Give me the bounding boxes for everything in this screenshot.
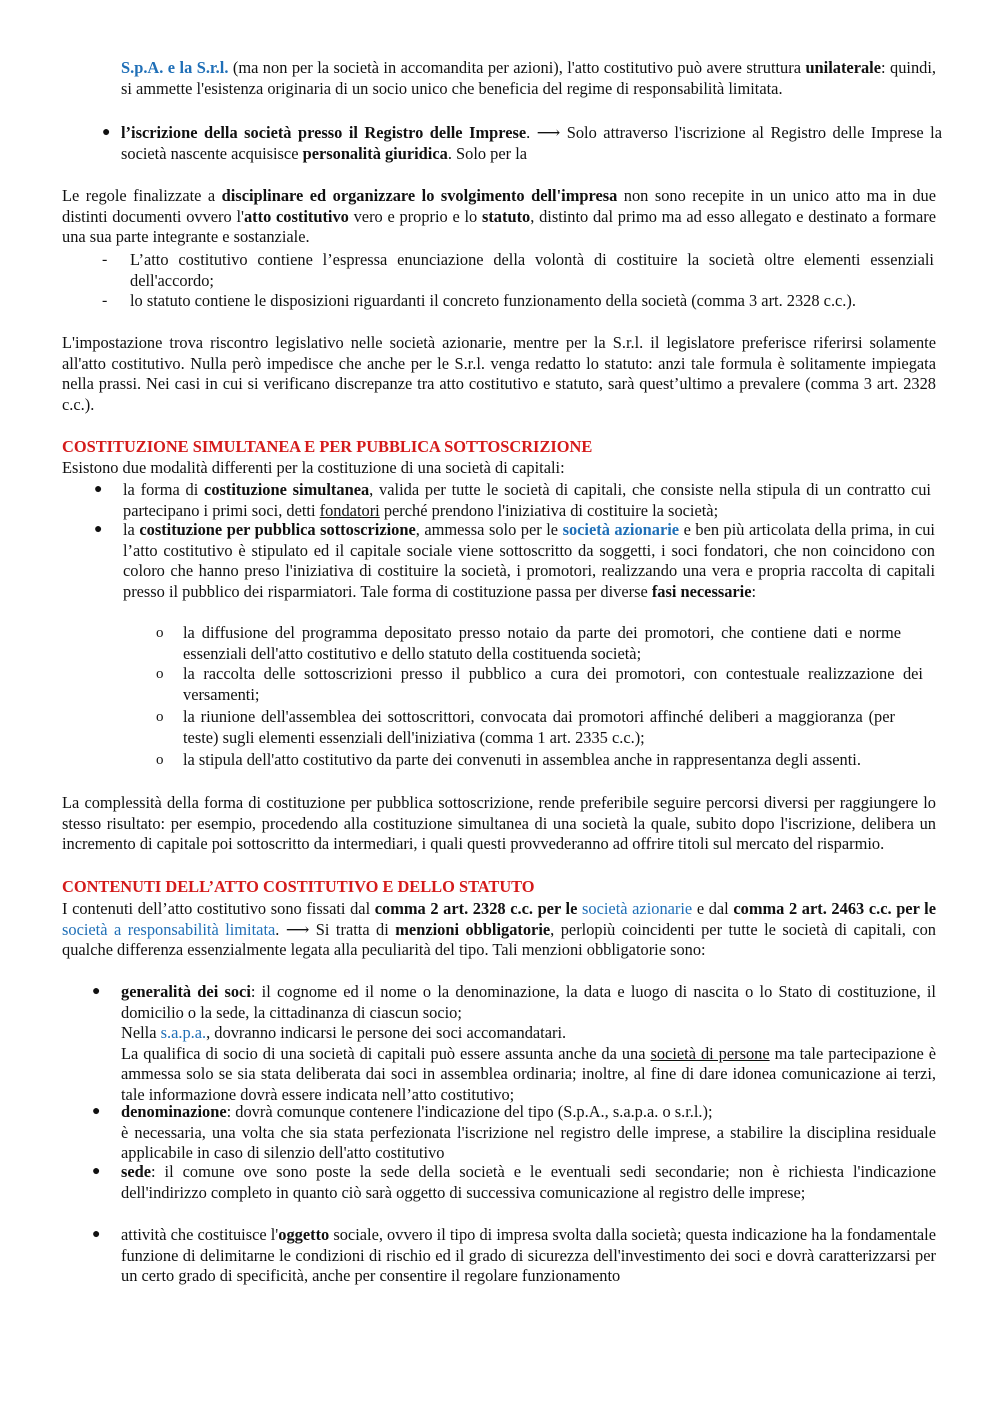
bold-text: statuto xyxy=(481,206,531,226)
underlined-text: società di persone xyxy=(650,1043,770,1063)
paragraph-complessita: La complessità della forma di costituzione per pubblica sottoscrizione, rende preferibile seguire percorsi diversi per raggiungere lo stesso risultato: per esempio, procedendo alla costituzione simultanea di una società la quale, subito dopo l'iscrizione, delibera un incremento di capitale poi sottoscritto da intermediari, i quali questi provvederanno ad offrire titoli sul mercato del risparmio. xyxy=(62,793,936,853)
text: : dovrà comunque contenere l'indicazione del tipo (S.p.A., s.a.p.a. o s.r.l.); xyxy=(226,1102,713,1121)
text: : xyxy=(751,581,757,601)
bullet-icon: ● xyxy=(94,482,103,497)
paragraph-regole xyxy=(62,186,936,248)
bold-text: sede xyxy=(121,1162,152,1181)
text: la xyxy=(123,520,140,539)
text: la forma di xyxy=(123,480,205,499)
bold-text: disciplinare ed organizzare lo svolgimento dell'impresa xyxy=(221,186,618,205)
generalita-text xyxy=(121,982,936,1023)
paragraph-impostazione: L'impostazione trova riscontro legislativo nelle società azionarie, mentre per la S.r.l. il legislatore preferisce riferirsi solamente all'atto costitutivo. Nulla però impedisce che anche per le S.r.l. venga redatto lo statuto: anzi tale formula è solitamente impiegata nella prassi. Nei casi in cui si verificano discrepanze tra atto costitutivo e statuto, sarà quest’ultimo a prevalere (comma 3 art. 2328 c.c.). xyxy=(62,333,936,414)
text: . Solo per la xyxy=(447,143,528,163)
text: perché prendono l'iniziativa di costituire la società; xyxy=(379,500,719,520)
bullet-oggetto-sociale xyxy=(121,1225,936,1287)
underlined-text: fondatori xyxy=(319,500,380,520)
circle-bullet-icon: o xyxy=(156,666,164,682)
bold-text: oggetto xyxy=(278,1225,330,1244)
dash-item-statuto: lo statuto contiene le disposizioni riguardanti il concreto funzionamento della società (comma 3 art. 2328 c.c.). xyxy=(130,291,856,310)
bold-text: comma 2 art. 2463 c.c. per le xyxy=(733,899,937,918)
blue-term: società azionarie xyxy=(562,520,680,539)
text: attività che costituisce l' xyxy=(121,1225,279,1244)
text: non sono recepite in un unico atto ma in due distinti documenti ovvero l' xyxy=(62,186,936,226)
bold-text: fasi necessarie xyxy=(651,581,752,601)
circle-bullet-icon: o xyxy=(156,625,164,641)
text: (ma non per la società in accomandita per azioni), l'atto costitutivo può avere struttura xyxy=(228,58,806,77)
text: sociale, ovvero il tipo di impresa svolta dalla società; questa indicazione ha la fondamentale funzione di delimitarne le condizioni di rischio ed il grado di sicurezza dell'investimento dei soci e dovrà caratterizzarsi per un certo grado di specificità, anche per consentire il regolare funzionamento xyxy=(121,1225,937,1285)
bullet-icon: ● xyxy=(94,522,103,537)
bullet-costituzione-simultanea xyxy=(123,480,931,521)
bold-text: costituzione simultanea xyxy=(204,480,370,499)
dash-item-atto: L’atto costitutivo contiene l’espressa enunciazione della volontà di costituire la società oltre elementi essenziali dell'accordo; xyxy=(130,250,934,290)
text: , distinto dal primo ma ad esso allegato e destinato a formare una sua parte integrante e sostanziale. xyxy=(62,206,936,246)
text: . ⟶ Solo attraverso l'iscrizione al Registro delle Imprese la società nascente acquisisce xyxy=(121,123,942,163)
bold-text: costituzione per pubblica sottoscrizione xyxy=(139,520,416,539)
qualifica-socio-note xyxy=(121,1044,936,1106)
text: Nella xyxy=(121,1023,161,1042)
spa-srl-term: S.p.A. e la S.r.l. xyxy=(121,58,229,77)
text: . ⟶ Si tratta di xyxy=(275,919,396,939)
sub-item-diffusione: la diffusione del programma depositato presso notaio da parte dei promotori, che contiene dati e norme essenziali dell'atto costitutivo e dello statuto della costituenda società; xyxy=(183,623,901,663)
text: , perlopiù coincidenti per tutte le società di capitali, con qualche differenza essenzialmente legata alla peculiarità del tipo. Tali menzioni obbligatorie sono: xyxy=(62,919,937,959)
heading-costituzione: COSTITUZIONE SIMULTANEA E PER PUBBLICA SOTTOSCRIZIONE xyxy=(62,437,593,456)
bold-text: l’iscrizione della società presso il Registro delle Imprese xyxy=(121,123,527,142)
text: e dal xyxy=(692,899,734,918)
bold-text: menzioni obbligatorie xyxy=(395,919,551,939)
denominazione-text xyxy=(121,1102,936,1123)
continued-paragraph xyxy=(121,58,936,99)
bullet-icon: ● xyxy=(92,1164,101,1179)
text: I contenuti dell’atto costitutivo sono fissati dal xyxy=(62,899,375,918)
text: : quindi, si ammette l'esistenza originaria di un socio unico che beneficia del regime di responsabilità limitata. xyxy=(121,58,936,98)
bullet-icon: ● xyxy=(92,1227,101,1242)
text: : il comune ove sono poste la sede della società e le eventuali sedi secondarie; non è richiesta l'indicazione dell'indirizzo completo in quanto ciò sarà oggetto di successiva comunicazione al registro delle imprese; xyxy=(121,1162,936,1202)
bullet-denominazione xyxy=(121,1102,936,1164)
heading-contenuti: CONTENUTI DELL’ATTO COSTITUTIVO E DELLO STATUTO xyxy=(62,877,535,896)
sub-item-stipula: la stipula dell'atto costitutivo da parte dei convenuti in assemblea anche in rappresentanza degli assenti. xyxy=(183,750,861,769)
denominazione-note: è necessaria, una volta che sia stata perfezionata l'iscrizione nel registro delle imprese, a stabilire la disciplina residuale applicabile in caso di silenzio dell'atto costitutivo xyxy=(121,1122,936,1162)
circle-bullet-icon: o xyxy=(156,709,164,725)
text: , dovranno indicarsi le persone dei soci accomandatari. xyxy=(206,1023,567,1042)
text: , valida per tutte le società di capitali, che consiste nella stipula di un contratto cui partecipano i primi soci, detti xyxy=(123,480,931,520)
paragraph-intro-contenuti xyxy=(62,899,936,961)
bullet-pubblica-sottoscrizione xyxy=(123,520,935,602)
circle-bullet-icon: o xyxy=(156,752,164,768)
bullet-icon: ● xyxy=(92,1104,101,1119)
bullet-icon: ● xyxy=(92,984,101,999)
text: ma tale partecipazione è ammessa solo se sia stata deliberata dai soci in assemblea ordinaria; inoltre, al fine di dare idonea comunicazione ai terzi, tale informazione dovrà essere indicata nell’atto costitutivo; xyxy=(121,1043,936,1104)
blue-term: società azionarie xyxy=(582,899,693,918)
dash-marker: - xyxy=(102,292,108,309)
bold-text: denominazione xyxy=(121,1102,227,1121)
text: vero e proprio e lo xyxy=(348,206,482,226)
blue-term: s.a.p.a. xyxy=(160,1023,207,1042)
bold-text: atto costitutivo xyxy=(243,206,349,226)
bullet-generalita-soci xyxy=(121,982,936,1105)
text: : il cognome ed il nome o la denominazione, la data e luogo di nascita o lo Stato di costituzione, il domicilio o la sede, la cittadinanza di ciascun socio; xyxy=(121,982,936,1022)
sub-item-raccolta: la raccolta delle sottoscrizioni presso il pubblico a cura dei promotori, con contestuale realizzazione dei versamenti; xyxy=(183,664,923,704)
text: Le regole finalizzate a xyxy=(62,186,222,205)
bullet-registro-imprese xyxy=(121,123,942,164)
bold-text: generalità dei soci xyxy=(121,982,251,1001)
bullet-icon: ● xyxy=(102,125,111,140)
sapa-note xyxy=(121,1023,936,1044)
bullet-sede xyxy=(121,1162,936,1203)
bold-text: unilaterale xyxy=(805,58,882,77)
paragraph-intro-costituzione: Esistono due modalità differenti per la costituzione di una società di capitali: xyxy=(62,458,565,477)
sub-item-riunione: la riunione dell'assemblea dei sottoscrittori, convocata dai promotori affinché deliberi a maggioranza (per teste) sugli elementi essenziali dell'iniziativa (comma 1 art. 2335 c.c.); xyxy=(183,707,895,747)
dash-marker: - xyxy=(102,251,108,268)
text: , ammessa solo per le xyxy=(415,520,563,539)
bold-text: personalità giuridica xyxy=(302,143,448,163)
text: La qualifica di socio di una società di capitali può essere assunta anche da una xyxy=(121,1043,651,1063)
blue-term: società a responsabilità limitata xyxy=(62,919,276,939)
text: e ben più articolata della prima, in cui l’atto costitutivo è stipulato ed il capitale sociale viene sottoscritto da soggetti, i soci fondatori, che non coincidono con coloro che hanno preso l'iniziativa di costituire la società, i promotori, realizzando una vera e propria raccolta di capitali presso il pubblico dei risparmiatori. Tale forma di costituzione passa per diverse xyxy=(123,520,935,601)
bold-text: comma 2 art. 2328 c.c. per le xyxy=(374,899,583,918)
